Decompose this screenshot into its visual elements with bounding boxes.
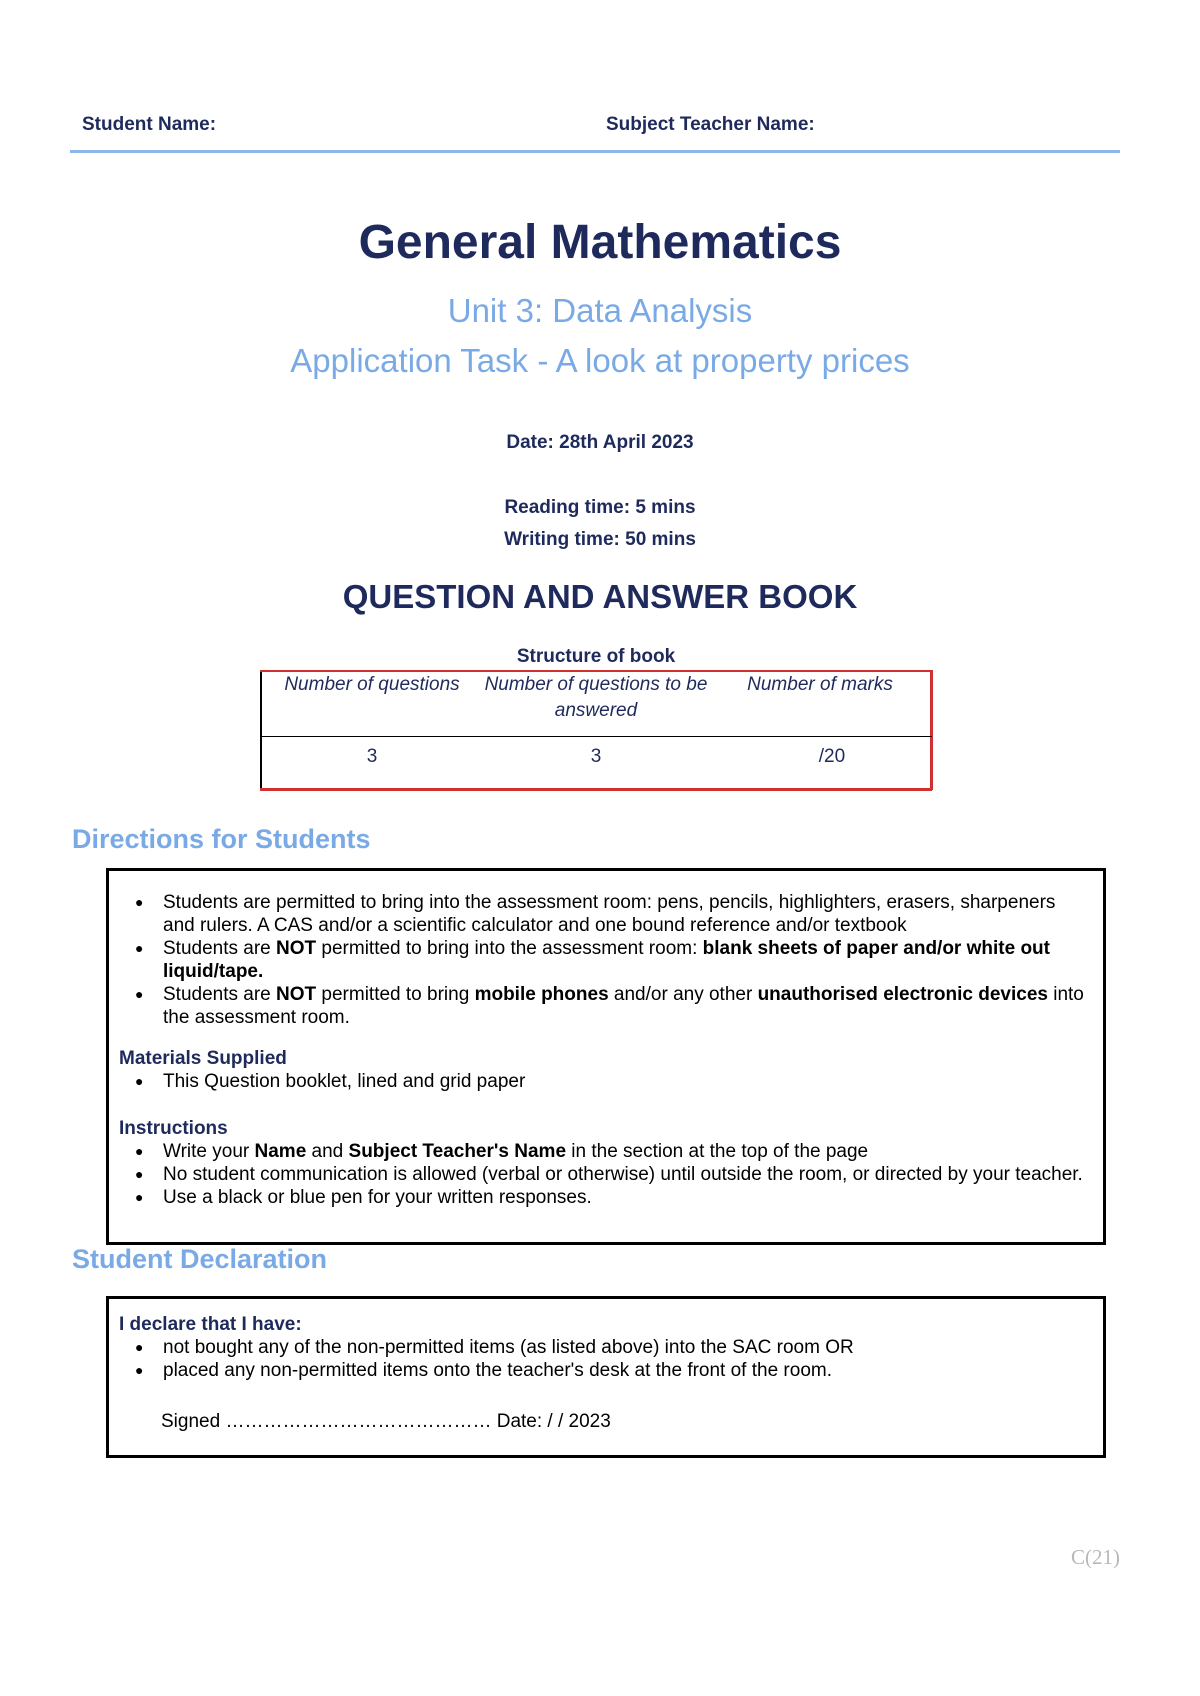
structure-caption: Structure of book xyxy=(516,646,676,667)
item-text: Write your xyxy=(163,1141,255,1162)
structure-header-questions: Number of questions xyxy=(284,674,460,695)
emphasis-text: unauthorised electronic devices xyxy=(757,984,1048,1005)
item-text: Use a black or blue pen for your written responses. xyxy=(163,1187,592,1208)
emphasis-text: blank sheets of paper and/or white out liquid/tape. xyxy=(163,938,1050,982)
bullet-icon: ● xyxy=(135,986,144,1002)
header-divider xyxy=(70,150,1120,153)
reading-time: Reading time: 5 mins xyxy=(504,497,696,518)
emphasis-text: Subject Teacher's Name xyxy=(348,1141,567,1162)
structure-value-questions: 3 xyxy=(366,746,378,767)
list-item xyxy=(119,1186,1089,1209)
directions-box xyxy=(106,868,1106,1245)
declaration-box xyxy=(106,1296,1106,1458)
item-text: Students are xyxy=(163,984,277,1005)
declaration-heading: Student Declaration xyxy=(72,1244,328,1274)
task-subtitle: Application Task - A look at property prices xyxy=(290,342,910,379)
emphasis-text: Name xyxy=(254,1141,307,1162)
item-text: placed any non-permitted items onto the teacher's desk at the front of the room. xyxy=(163,1360,832,1381)
bullet-icon: ● xyxy=(135,1143,144,1159)
item-text: and xyxy=(306,1141,349,1162)
list-item xyxy=(119,983,1089,1029)
student-name-label: Student Name: xyxy=(82,114,217,135)
materials-heading: Materials Supplied xyxy=(119,1048,287,1069)
bullet-icon: ● xyxy=(135,1166,144,1182)
list-item xyxy=(119,937,1089,983)
item-text: No student communication is allowed (verbal or otherwise) until outside the room, or directed by your teacher. xyxy=(163,1164,1083,1185)
bullet-icon: ● xyxy=(135,1339,144,1355)
bullet-icon: ● xyxy=(135,894,144,910)
item-text: and/or any other xyxy=(608,984,758,1005)
item-text: into the assessment room. xyxy=(163,984,1084,1028)
list-item xyxy=(119,1336,1089,1359)
exam-date: Date: 28th April 2023 xyxy=(506,432,694,453)
directions-heading: Directions for Students xyxy=(72,824,371,854)
qa-book-title: QUESTION AND ANSWER BOOK xyxy=(342,578,858,615)
list-item xyxy=(119,891,1089,937)
item-text: Students are permitted to bring into the assessment room: pens, pencils, highlighters, erasers, sharpeners and rulers. A CAS and/or a scientific calculator and one bound reference and/or textbook xyxy=(163,892,1056,936)
declaration-lead: I declare that I have: xyxy=(119,1314,302,1335)
emphasis-text: mobile phones xyxy=(474,984,609,1005)
emphasis-text: NOT xyxy=(276,984,317,1005)
teacher-name-label: Subject Teacher Name: xyxy=(606,114,815,135)
bullet-icon: ● xyxy=(135,1073,144,1089)
page-code: C(21) xyxy=(1071,1545,1120,1569)
item-text: This Question booklet, lined and grid paper xyxy=(163,1071,526,1092)
instructions-list xyxy=(119,1140,1089,1209)
emphasis-text: NOT xyxy=(276,938,317,959)
item-text: permitted to bring xyxy=(316,984,475,1005)
structure-table xyxy=(260,670,932,790)
item-text: in the section at the top of the page xyxy=(566,1141,869,1162)
instructions-heading: Instructions xyxy=(119,1118,228,1139)
list-item xyxy=(119,1140,1089,1163)
directions-list xyxy=(119,891,1089,1029)
writing-time: Writing time: 50 mins xyxy=(504,529,696,550)
bullet-icon: ● xyxy=(135,1362,144,1378)
structure-value-to-answer: 3 xyxy=(590,746,602,767)
bullet-icon: ● xyxy=(135,940,144,956)
structure-value-marks: /20 xyxy=(818,746,846,767)
structure-header-marks: Number of marks xyxy=(747,674,893,695)
declaration-list xyxy=(119,1336,1089,1382)
page-title: General Mathematics xyxy=(358,216,842,269)
signature-line: Signed …………………………………… Date: / / 2023 xyxy=(161,1411,611,1432)
structure-header-to-answer: Number of questions to be answered xyxy=(484,674,708,721)
unit-subtitle: Unit 3: Data Analysis xyxy=(447,292,753,329)
list-item xyxy=(119,1070,1089,1093)
bullet-icon: ● xyxy=(135,1189,144,1205)
item-text: not bought any of the non-permitted items (as listed above) into the SAC room OR xyxy=(163,1337,854,1358)
item-text: Students are xyxy=(163,938,277,959)
list-item xyxy=(119,1163,1089,1186)
list-item xyxy=(119,1359,1089,1382)
item-text: permitted to bring into the assessment room: xyxy=(316,938,703,959)
materials-list xyxy=(119,1070,1089,1093)
